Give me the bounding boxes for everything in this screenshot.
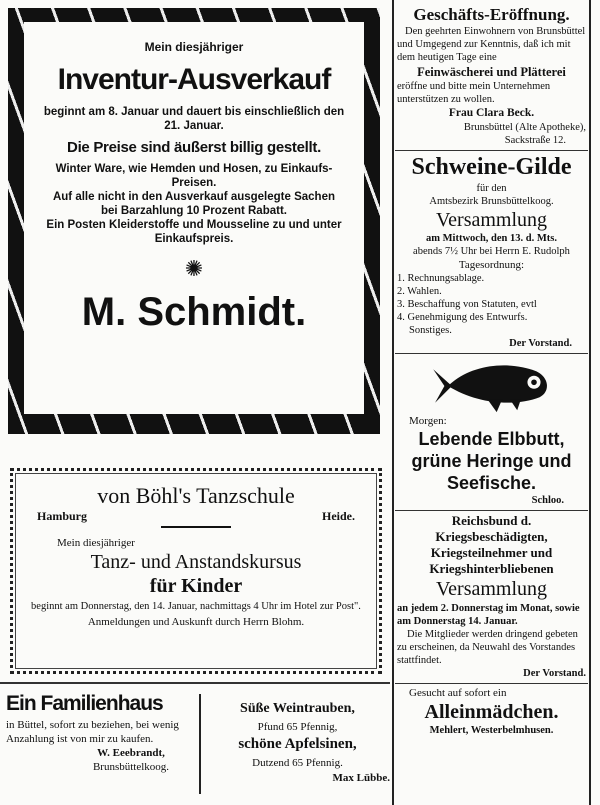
reichsbund-signed: Der Vorstand. — [523, 668, 586, 679]
gesucht-intro: Gesucht auf sofort ein — [409, 687, 507, 699]
eroeffnung-title: Geschäfts-Eröffnung. — [413, 5, 570, 24]
weintrauben-name: Max Lübbe. — [332, 772, 390, 784]
tanzschule-course: Tanz- und Anstandskursus — [90, 551, 302, 573]
eroeffnung-business: Feinwäscherei und Plätterei — [417, 65, 566, 79]
gilde-meeting: Versammlung — [435, 209, 548, 231]
familienhaus-name: W. Eeebrandt, — [97, 747, 165, 759]
gilde-district: Amtsbezirk Brunsbüttelkoog. — [429, 196, 554, 207]
gesucht-title: Alleinmädchen. — [424, 701, 559, 723]
divider — [199, 694, 201, 794]
gesucht-name: Mehlert, Westerbelmhusen. — [429, 725, 554, 736]
gilde-agenda — [397, 272, 586, 337]
agenda-item: Sonstiges. — [409, 325, 452, 336]
fisch-name: Schloo. — [531, 495, 564, 506]
reichsbund-date: an jedem 2. Donnerstag im Monat, sowie am Donnerstag 14. Januar. — [397, 603, 580, 627]
weintrauben-ad — [205, 700, 390, 786]
city-right: Heide. — [322, 509, 355, 523]
inventur-name: M. Schmidt. — [81, 290, 307, 334]
tanzschule-cities — [13, 509, 379, 524]
eroeffnung-name: Frau Clara Beck. — [448, 107, 535, 119]
tanzschule-title: von Böhl's Tanzschule — [97, 483, 295, 508]
fish-icon — [427, 358, 557, 414]
inventur-posten: Ein Posten Kleiderstoffe und Mousseline zu und unter Einkaufspreis. — [46, 219, 342, 245]
fisch-morgen: Morgen: — [409, 415, 447, 427]
gilde-agenda-title: Tagesordnung: — [458, 259, 525, 271]
fisch-title: Lebende Elbbutt, grüne Heringe und Seefische. — [411, 429, 572, 493]
familienhaus-title: Ein Familienhaus — [6, 692, 163, 715]
gilde-ad — [395, 151, 588, 354]
eroeffnung-body2: eröffne und bitte mein Unternehmen unterstützen zu wollen. — [397, 81, 551, 105]
reichsbund-body: Die Mitglieder werden dringend gebeten zu erscheinen, da Neuwahl des Vorstandes stattfindet. — [397, 629, 578, 666]
agenda-item: 4. Genehmigung des Entwurfs. — [397, 312, 528, 323]
weintrauben-line3: schöne Apfelsinen, — [238, 736, 357, 752]
reichsbund-ad — [395, 511, 588, 684]
gilde-for: für den — [476, 183, 507, 194]
weintrauben-line2: Pfund 65 Pfennig, — [257, 721, 338, 733]
ornament-icon: ✺ — [184, 256, 204, 281]
tanzschule-for: für Kinder — [149, 575, 243, 597]
familienhaus-place: Brunsbüttelkoog. — [92, 761, 170, 773]
inventur-ad — [24, 22, 364, 414]
agenda-item: 1. Rechnungsablage. — [397, 273, 485, 284]
city-left: Hamburg — [37, 509, 88, 523]
inventur-intro: Mein diesjähriger — [144, 40, 244, 54]
familienhaus-ad — [6, 690, 196, 774]
tanzschule-contact: Anmeldungen und Auskunft durch Herrn Blohm. — [87, 616, 305, 628]
fisch-ad — [395, 354, 588, 511]
gilde-signed: Der Vorstand. — [509, 338, 572, 349]
tanzschule-intro: Mein diesjähriger — [57, 537, 135, 549]
inventur-title: Inventur-Ausverkauf — [57, 63, 331, 96]
weintrauben-line4: Dutzend 65 Pfennig. — [252, 757, 343, 769]
eroeffnung-body: Den geehrten Einwohnern von Brunsbüttel und Umgegend zur Kenntnis, daß ich mit dem heutigen Tage eine — [397, 26, 586, 63]
agenda-item: 2. Wahlen. — [397, 286, 442, 297]
eroeffnung-address1: Brunsbüttel (Alte Apotheke), — [463, 122, 586, 133]
column-rule — [392, 0, 394, 805]
gilde-date: am Mittwoch, den 13. d. Mts. — [426, 233, 557, 244]
reichsbund-meeting: Versammlung — [435, 578, 548, 600]
gilde-time: abends 7½ Uhr bei Herrn E. Rudolph — [413, 246, 570, 257]
tanzschule-ad — [10, 468, 382, 674]
eroeffnung-ad — [395, 2, 588, 151]
inventur-dates: beginnt am 8. Januar und dauert bis einschließlich den 21. Januar. — [43, 106, 345, 132]
inventur-discount: Auf alle nicht in den Ausverkauf ausgelegte Sachen bei Barzahlung 10 Prozent Rabatt. — [52, 191, 336, 217]
inventur-winter: Winter Ware, wie Hemden und Hosen, zu Einkaufs-Preisen. — [55, 163, 333, 189]
reichsbund-title: Reichsbund d. Kriegsbeschädigten, Kriegsteilnehmer und Kriegshinterbliebenen — [429, 513, 554, 576]
column-rule — [589, 0, 591, 805]
weintrauben-line1: Süße Weintrauben, — [240, 701, 355, 716]
divider — [0, 682, 390, 684]
tanzschule-start: beginnt am Donnerstag, den 14. Januar, nachmittags 4 Uhr im Hotel zur Post". — [31, 601, 361, 612]
agenda-item: 3. Beschaffung von Statuten, evtl — [397, 299, 537, 310]
familienhaus-body: in Büttel, sofort zu beziehen, bei wenig Anzahlung ist von mir zu kaufen. — [6, 719, 179, 745]
gilde-title: Schweine-Gilde — [411, 154, 572, 180]
eroeffnung-address2: Sackstraße 12. — [504, 135, 566, 146]
gesucht-ad — [395, 684, 588, 740]
right-column — [395, 2, 588, 740]
inventur-prices: Die Preise sind äußerst billig gestellt. — [67, 139, 321, 156]
divider — [161, 526, 231, 528]
